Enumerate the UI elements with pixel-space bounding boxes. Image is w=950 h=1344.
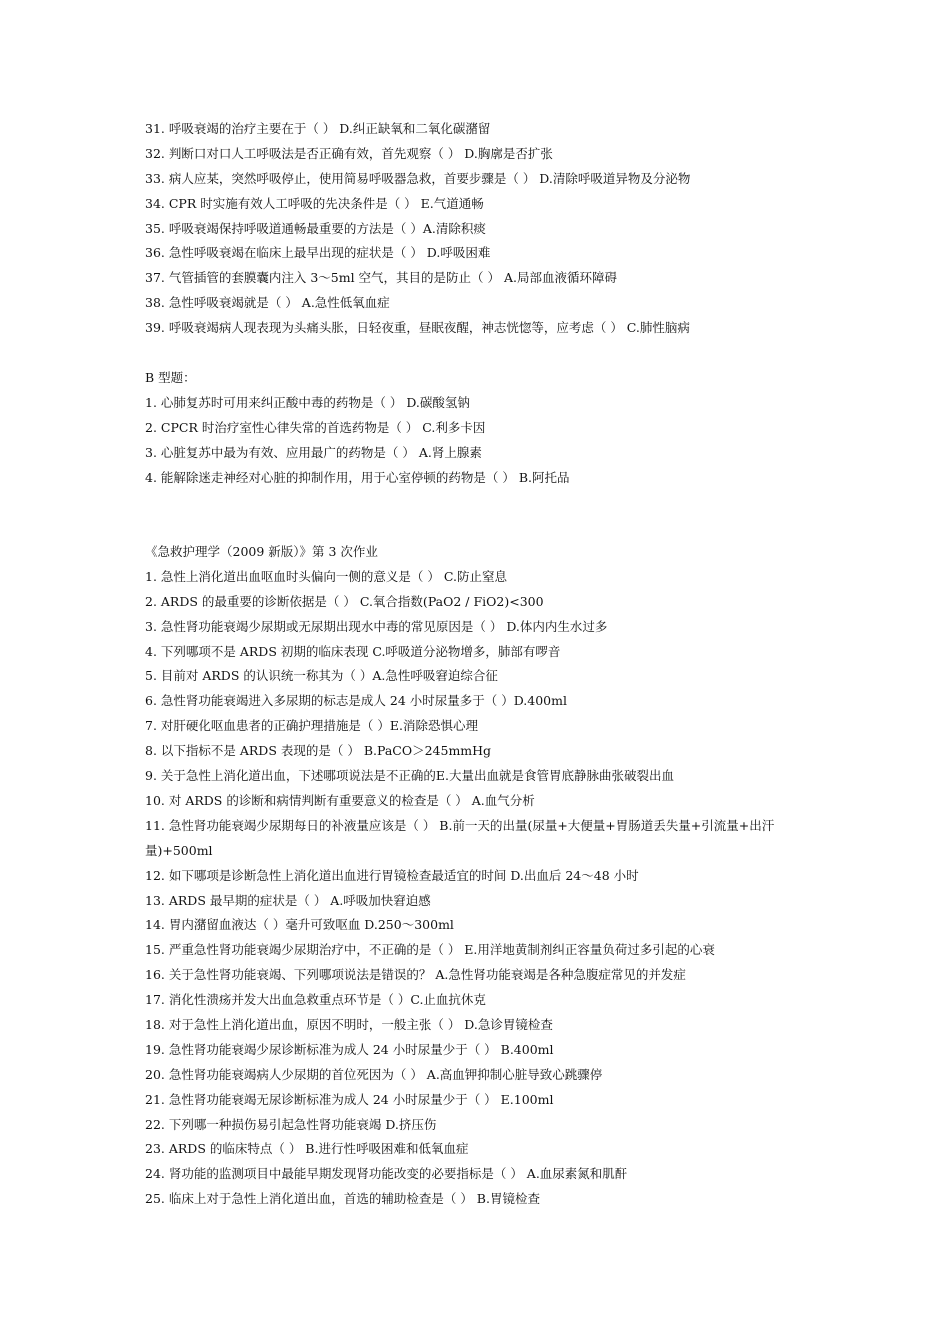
- question-item: 3. 心脏复苏中最为有效、应用最广的药物是（ ） A.肾上腺素: [145, 444, 482, 460]
- section-b-questions: [145, 366, 825, 490]
- question-item: 11. 急性肾功能衰竭少尿期每日的补液量应该是（ ） B.前一天的出量(尿量+大便量+胃肠道丢失量+引流量+出汗量)+500ml: [145, 817, 775, 858]
- question-item: 3. 急性肾功能衰竭少尿期或无尿期出现水中毒的常见原因是（ ） D.体内内生水过多: [145, 618, 608, 634]
- question-item: 12. 如下哪项是诊断急性上消化道出血进行胃镜检查最适宜的时间 D.出血后 24～48 小时: [145, 867, 639, 883]
- question-item: 19. 急性肾功能衰竭少尿诊断标准为成人 24 小时尿量少于（ ） B.400ml: [145, 1041, 554, 1057]
- question-item: 16. 关于急性肾功能衰竭、下列哪项说法是错误的？ A.急性肾功能衰竭是各种急腹症常见的并发症: [145, 967, 686, 983]
- question-item: 34. CPR 时实施有效人工呼吸的先决条件是（ ） E.气道通畅: [145, 195, 484, 211]
- homework-title: 《急救护理学（2009 新版）》第 3 次作业: [145, 544, 378, 559]
- question-item: 2. CPCR 时治疗室性心律失常的首选药物是（ ） C.利多卡因: [145, 419, 486, 435]
- question-item: 31. 呼吸衰竭的治疗主要在于（ ） D.纠正缺氧和二氧化碳潴留: [145, 121, 491, 136]
- question-item: 20. 急性肾功能衰竭病人少尿期的首位死因为（ ） A.高血钾抑制心脏导致心跳骤停: [145, 1066, 603, 1082]
- question-item: 32. 判断口对口人工呼吸法是否正确有效，首先观察（ ） D.胸廓是否扩张: [145, 145, 553, 161]
- section-a-questions: [145, 117, 825, 341]
- question-item: 1. 急性上消化道出血呕血时头偏向一侧的意义是（ ） C.防止窒息: [145, 568, 507, 584]
- question-item: 24. 肾功能的监测项目中最能早期发现肾功能改变的必要指标是（ ） A.血尿素氮和肌酐: [145, 1166, 628, 1182]
- question-item: 25. 临床上对于急性上消化道出血，首选的辅助检查是（ ） B.胃镜检查: [145, 1191, 540, 1207]
- question-item: 10. 对 ARDS 的诊断和病情判断有重要意义的检查是（ ） A.血气分析: [145, 792, 535, 808]
- question-item: 22. 下列哪一种损伤易引起急性肾功能衰竭 D.挤压伤: [145, 1116, 437, 1132]
- question-item: 18. 对于急性上消化道出血，原因不明时，一般主张（ ） D.急诊胃镜检查: [145, 1016, 553, 1032]
- question-item: 23. ARDS 的临床特点（ ） B.进行性呼吸困难和低氧血症: [145, 1141, 469, 1157]
- question-item: 15. 严重急性肾功能衰竭少尿期治疗中，不正确的是（ ） E.用洋地黄制剂纠正容量负荷过多引起的心衰: [145, 942, 715, 958]
- question-item: 21. 急性肾功能衰竭无尿诊断标准为成人 24 小时尿量少于（ ） E.100ml: [145, 1091, 554, 1107]
- question-item: 17. 消化性溃疡并发大出血急救重点环节是（ ）C.止血抗休克: [145, 992, 486, 1008]
- question-item: 37. 气管插管的套膜囊内注入 3～5ml 空气，其目的是防止（ ） A.局部血液循环障碍: [145, 270, 618, 286]
- question-item: 5. 目前对 ARDS 的认识统一称其为（ ）A.急性呼吸窘迫综合征: [145, 668, 498, 684]
- question-item: 2. ARDS 的最重要的诊断依据是（ ） C.氧合指数(PaO2 / FiO2)<300: [145, 593, 544, 609]
- question-item: 6. 急性肾功能衰竭进入多尿期的标志是成人 24 小时尿量多于（ ）D.400ml: [145, 693, 567, 709]
- section-c-questions: [145, 540, 825, 1212]
- question-item: 35. 呼吸衰竭保持呼吸道通畅最重要的方法是（ ）A.清除积痰: [145, 220, 486, 236]
- question-item: 14. 胃内潴留血液达（ ）毫升可致呕血 D.250～300ml: [145, 917, 454, 933]
- question-item: 7. 对肝硬化呕血患者的正确护理措施是（ ）E.消除恐惧心理: [145, 718, 478, 734]
- question-item: 33. 病人应某，突然呼吸停止，使用简易呼吸器急救，首要步骤是（ ） D.清除呼吸道异物及分泌物: [145, 170, 691, 186]
- section-heading: B 型题：: [145, 370, 196, 385]
- question-item: 13. ARDS 最早期的症状是（ ） A.呼吸加快窘迫感: [145, 892, 431, 908]
- question-item: 36. 急性呼吸衰竭在临床上最早出现的症状是（ ） D.呼吸困难: [145, 245, 491, 261]
- question-item: 39. 呼吸衰竭病人现表现为头痛头胀，日轻夜重，昼眠夜醒，神志恍惚等，应考虑（ ） C.肺性脑病: [145, 320, 690, 336]
- question-item: 1. 心肺复苏时可用来纠正酸中毒的药物是（ ） D.碳酸氢钠: [145, 394, 470, 410]
- question-item: 9. 关于急性上消化道出血，下述哪项说法是不正确的E.大量出血就是食管胃底静脉曲张破裂出血: [145, 768, 674, 784]
- question-item: 8. 以下指标不是 ARDS 表现的是（ ） B.PaCO＞245mmHg: [145, 743, 492, 759]
- question-item: 4. 能解除迷走神经对心脏的抑制作用，用于心室停顿的药物是（ ） B.阿托品: [145, 469, 570, 485]
- question-item: 4. 下列哪项不是 ARDS 初期的临床表现 C.呼吸道分泌物增多，肺部有啰音: [145, 643, 561, 659]
- question-item: 38. 急性呼吸衰竭就是（ ） A.急性低氧血症: [145, 295, 390, 311]
